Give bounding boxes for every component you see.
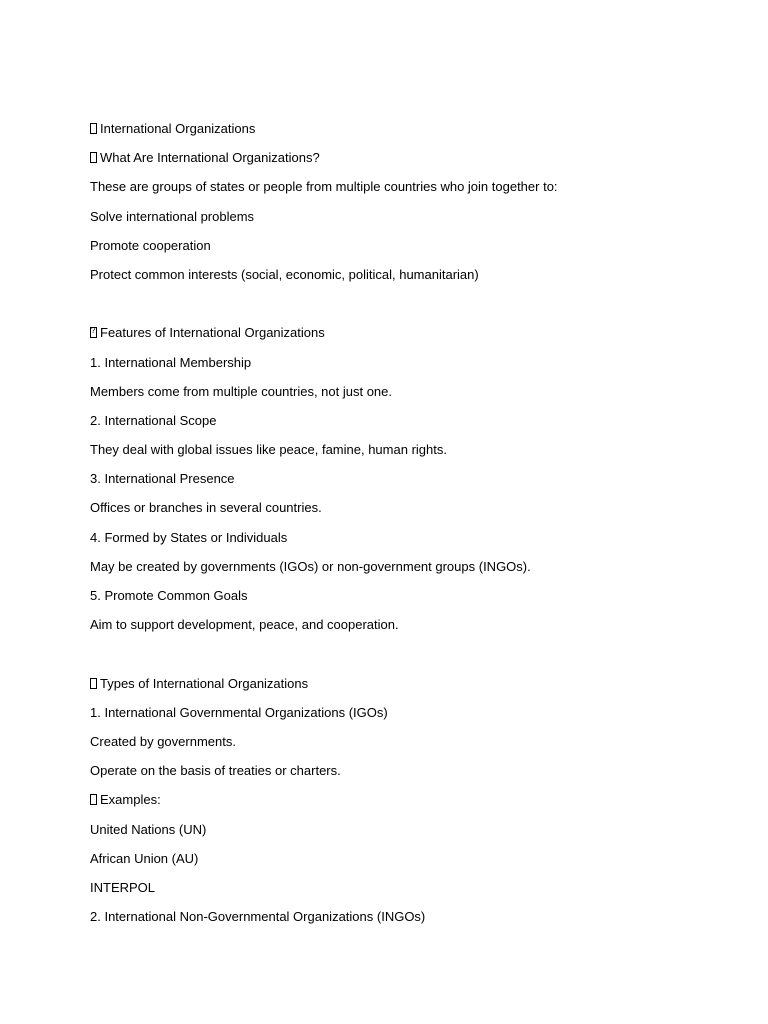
feature-desc: May be created by governments (IGOs) or non-government groups (INGOs). [90,558,531,574]
intro-item: Solve international problems [90,208,255,224]
missing-glyph-icon [90,123,97,134]
feature-desc: They deal with global issues like peace, famine, human rights. [90,442,447,458]
type-title: 1. International Governmental Organizations (IGOs) [90,704,388,720]
feature-desc: Aim to support development, peace, and cooperation. [90,617,399,633]
heading-types: Types of International Organizations [90,676,730,692]
feature-title: 1. International Membership [90,354,252,370]
blank-line [90,296,730,325]
example-item: INTERPOL [90,879,156,895]
examples-label: Examples: [90,792,730,808]
type-title: 2. International Non-Governmental Organizations (INGOs) [90,909,426,925]
type-point: Created by governments. [90,733,236,749]
missing-glyph-icon [90,152,97,163]
feature-desc: Members come from multiple countries, not just one. [90,383,393,399]
missing-glyph-icon [90,327,97,338]
intro-text: These are groups of states or people from multiple countries who join together to: [90,179,558,195]
feature-title: 3. International Presence [90,471,235,487]
heading-features: ?Features of International Organizations [90,325,730,341]
intro-item: Protect common interests (social, economic, political, humanitarian) [90,266,479,282]
type-point: Operate on the basis of treaties or charters. [90,763,341,779]
feature-title: 4. Formed by States or Individuals [90,529,288,545]
feature-desc: Offices or branches in several countries. [90,500,322,516]
heading-main: International Organizations [90,121,730,137]
example-item: African Union (AU) [90,850,199,866]
blank-line [90,646,730,675]
intro-item: Promote cooperation [90,237,211,253]
feature-title: 2. International Scope [90,412,217,428]
example-item: United Nations (UN) [90,821,207,837]
document-page [90,121,730,938]
feature-title: 5. Promote Common Goals [90,588,248,603]
missing-glyph-icon [90,794,97,805]
missing-glyph-icon [90,678,97,689]
heading-what: What Are International Organizations? [90,150,730,166]
